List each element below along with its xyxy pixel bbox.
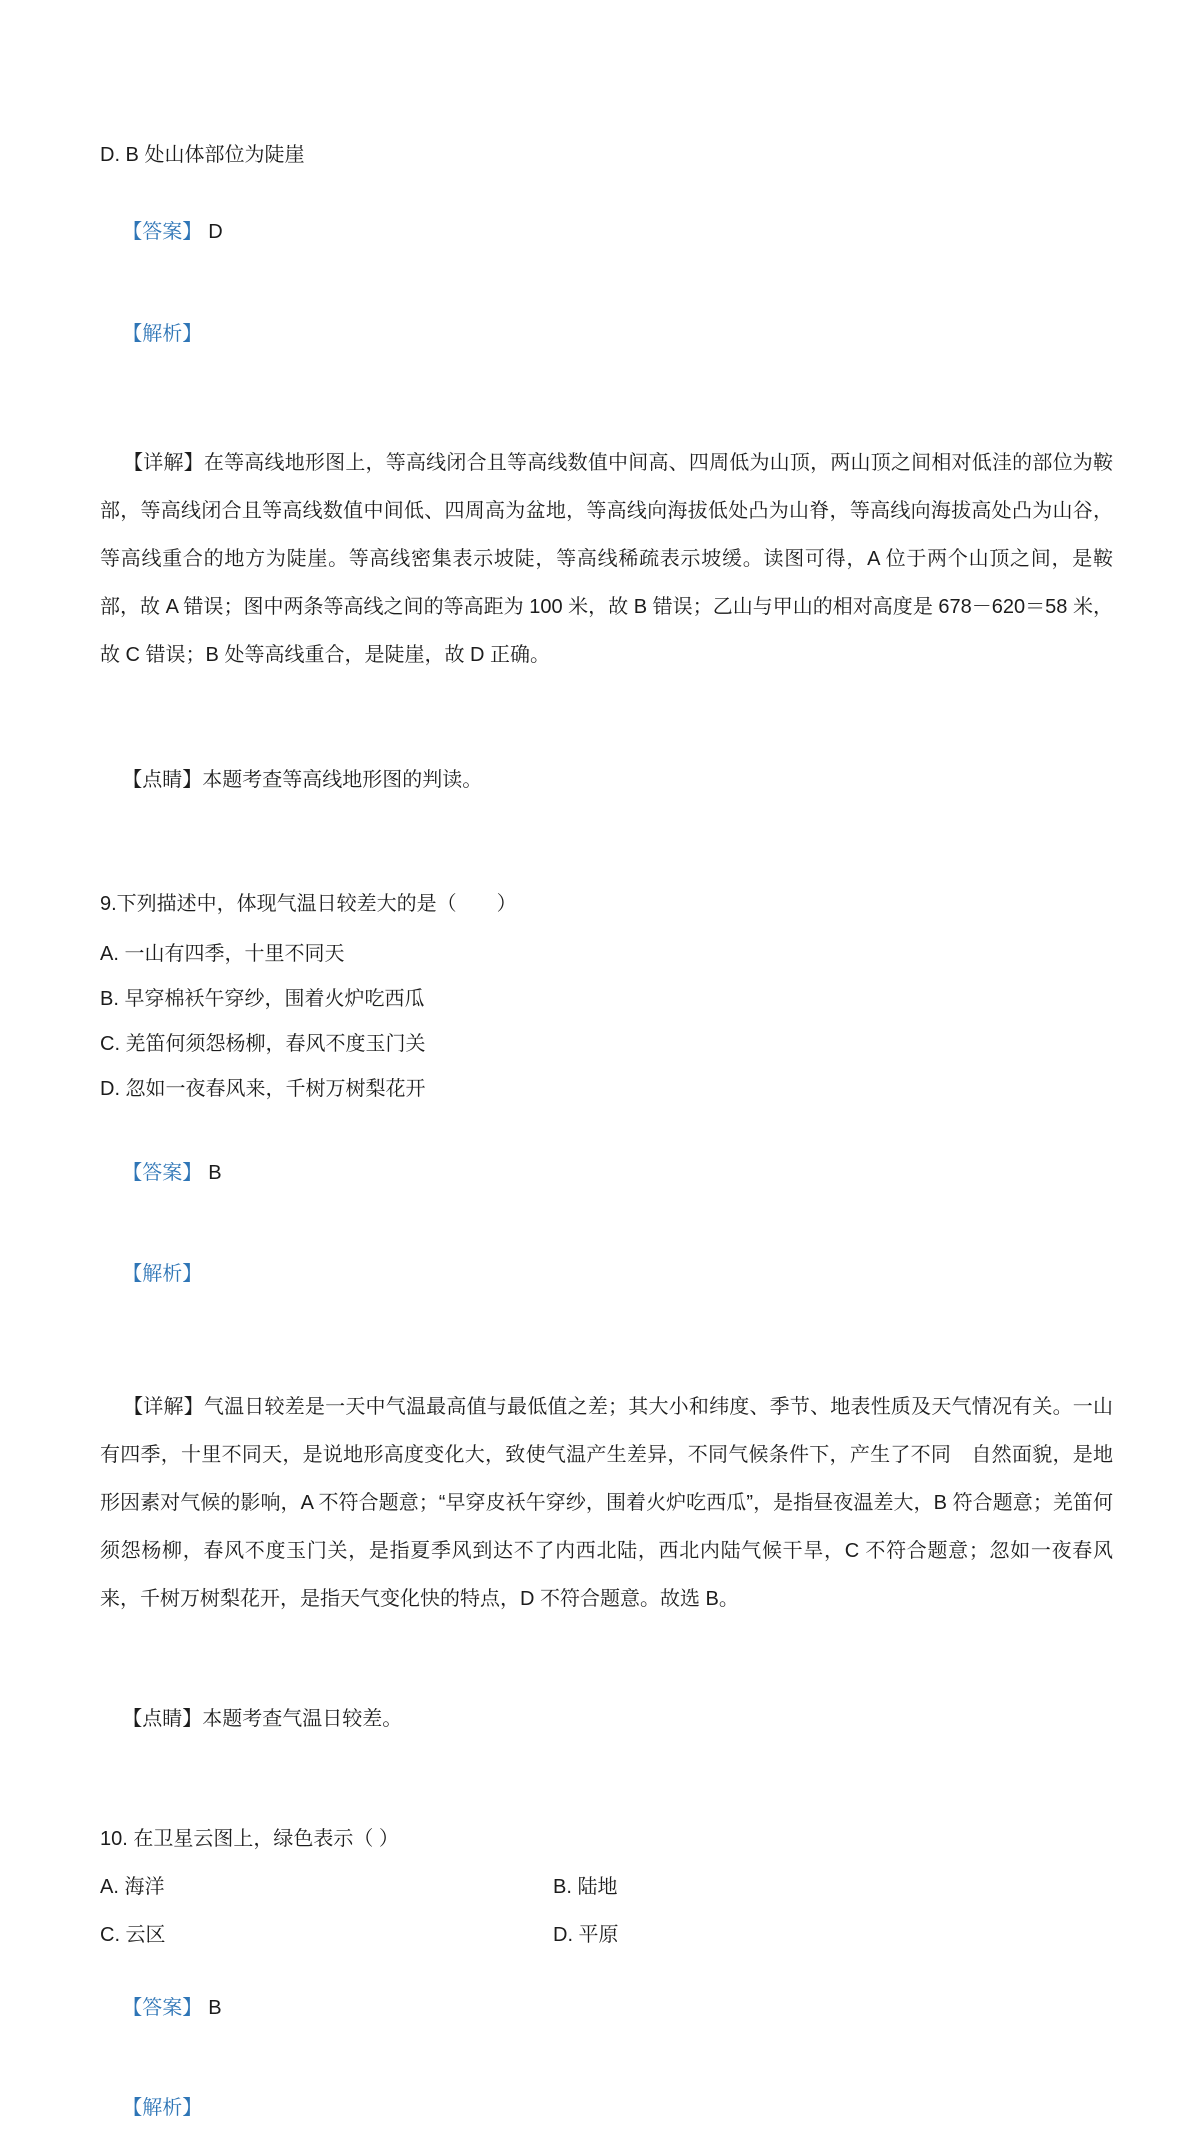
q9-detail-paragraph — [100, 1335, 1113, 1671]
q10-analysis-label — [100, 2068, 1113, 2149]
answer-label: 【答案】 — [122, 1162, 203, 1184]
q9-option-a: A. 一山有四季，十里不同天 — [100, 943, 345, 965]
q10-stem: 10. 在卫星云图上，绿色表示（ ） — [100, 1828, 399, 1850]
q10-option-a: A. 海洋 — [100, 1876, 165, 1898]
q8-analysis-label — [100, 294, 1113, 375]
answer-label: 【答案】 — [122, 1997, 203, 2019]
tip-label: 【点睛】 — [122, 1708, 203, 1730]
q10-option-d: D. 平原 — [553, 1924, 619, 1946]
q9-option-c: C. 羌笛何须怨杨柳，春风不度玉门关 — [100, 1033, 426, 1055]
q8-tip-text: 本题考查等高线地形图的判读。 — [202, 769, 483, 791]
q9-stem: 9.下列描述中，体现气温日较差大的是（ ） — [100, 893, 517, 915]
q9-analysis-label — [100, 1234, 1113, 1315]
q9-detail-text: 气温日较差是一天中气温最高值与最低值之差；其大小和纬度、季节、地表性质及天气情况有关。一山有四季，十里不同天，是说地形高度变化大，致使气温产生差异，不同气候条件下，产生了不同 自然面貌，是地形因素对气候的影响，A 不符合题意；“早穿皮袄午穿纱，围着火炉吃西瓜”，是指昼夜温差大，B 符合题意；羌笛何须怨杨柳，春风不度玉门关，是指夏季风到达不了内西北陆，西北内陆气候干旱，C 不符合题意；忽如一夜春风来，千树万树梨花开，是指天气变化快的特点，D 不符合题意。故选 B。 — [100, 1396, 1113, 1610]
q9-answer-line — [100, 1133, 1113, 1214]
q10-options-row-1 — [100, 1874, 1113, 1901]
q8-answer-value: D — [208, 221, 223, 243]
q9-answer-value: B — [208, 1162, 222, 1184]
q10-answer-value: B — [208, 1997, 222, 2019]
q8-option-d: D. B 处山体部位为陡崖 — [100, 144, 305, 166]
analysis-label: 【解析】 — [122, 2097, 203, 2119]
answer-label: 【答案】 — [122, 221, 203, 243]
detail-label: 【详解】 — [123, 1396, 204, 1418]
document-page — [0, 142, 1200, 2149]
analysis-label: 【解析】 — [122, 323, 203, 345]
q8-answer-line — [100, 192, 1113, 273]
q9-option-d: D. 忽如一夜春风来，千树万树梨花开 — [100, 1078, 426, 1100]
q8-detail-text: 在等高线地形图上，等高线闭合且等高线数值中间高、四周低为山顶，两山顶之间相对低洼的部位为鞍部，等高线闭合且等高线数值中间低、四周高为盆地，等高线向海拔低处凸为山脊，等高线向海拔高处凸为山谷，等高线重合的地方为陡崖。等高线密集表示坡陡，等高线稀疏表示坡缓。读图可得，A 位于两个山顶之间，是鞍部，故 A 错误；图中两条等高线之间的等高距为 100 米，故 B 错误；乙山与甲山的相对高度是 678－620＝58 米，故 C 错误；B 处等高线重合，是陡崖，故 D 正确。 — [100, 452, 1113, 666]
analysis-label: 【解析】 — [122, 1263, 203, 1285]
detail-label: 【详解】 — [123, 452, 204, 474]
q8-tip-line — [100, 740, 1113, 821]
q8-detail-paragraph — [100, 391, 1113, 727]
q10-options-row-2 — [100, 1922, 1113, 1949]
tip-label: 【点睛】 — [122, 769, 203, 791]
q10-answer-line — [100, 1968, 1113, 2049]
q9-tip-line — [100, 1679, 1113, 1760]
q10-option-c: C. 云区 — [100, 1924, 166, 1946]
q9-tip-text: 本题考查气温日较差。 — [202, 1708, 403, 1730]
q9-option-b: B. 早穿棉袄午穿纱，围着火炉吃西瓜 — [100, 988, 425, 1010]
q10-option-b: B. 陆地 — [553, 1876, 618, 1898]
